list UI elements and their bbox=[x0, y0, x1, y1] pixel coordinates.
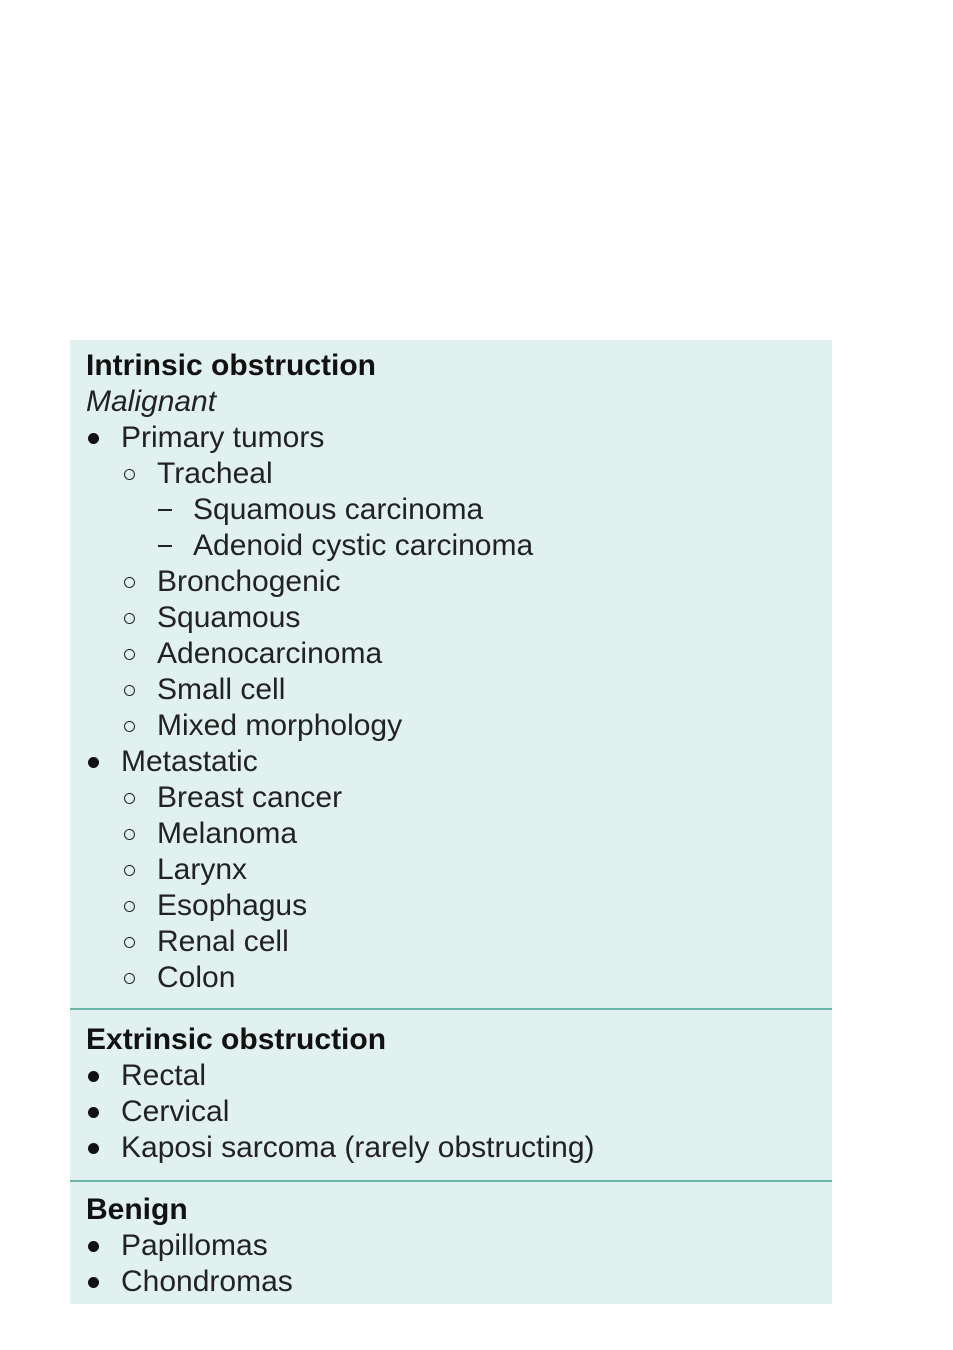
list-item-label: Metastatic bbox=[121, 745, 258, 778]
list-item bbox=[120, 708, 402, 744]
circle-bullet-icon bbox=[120, 708, 157, 744]
list-item bbox=[120, 960, 235, 996]
list-item bbox=[84, 1228, 268, 1264]
bullet-icon bbox=[84, 1094, 121, 1130]
list-item-label: Primary tumors bbox=[121, 421, 325, 454]
list-item-label: Tracheal bbox=[157, 457, 273, 490]
circle-bullet-icon bbox=[120, 960, 157, 996]
list-item bbox=[120, 672, 285, 708]
circle-bullet-icon bbox=[120, 600, 157, 636]
list-item bbox=[156, 492, 483, 528]
section-intrinsic-obstruction bbox=[70, 340, 832, 1008]
list-item-label: Small cell bbox=[157, 673, 286, 706]
bullet-icon bbox=[84, 420, 121, 456]
section-subheading: Malignant bbox=[86, 385, 217, 418]
bullet-icon bbox=[84, 1058, 121, 1094]
list-item bbox=[84, 1264, 293, 1300]
circle-bullet-icon bbox=[120, 816, 157, 852]
dash-bullet-icon bbox=[156, 492, 193, 528]
bullet-icon bbox=[84, 1130, 121, 1166]
section-benign bbox=[70, 1180, 832, 1304]
list-item-label: Squamous carcinoma bbox=[193, 493, 484, 526]
bullet-icon bbox=[84, 1228, 121, 1264]
list-item bbox=[120, 816, 297, 852]
list-item bbox=[120, 780, 342, 816]
list-item-label: Adenoid cystic carcinoma bbox=[193, 529, 534, 562]
list-item-label: Colon bbox=[157, 961, 236, 994]
list-item-label: Melanoma bbox=[157, 817, 298, 850]
circle-bullet-icon bbox=[120, 924, 157, 960]
section-extrinsic-obstruction bbox=[70, 1008, 832, 1182]
list-item-label: Chondromas bbox=[121, 1265, 293, 1298]
section-heading: Extrinsic obstruction bbox=[86, 1023, 387, 1056]
list-item bbox=[84, 1094, 229, 1130]
list-item-label: Mixed morphology bbox=[157, 709, 403, 742]
list-item bbox=[84, 1058, 206, 1094]
list-item-label: Adenocarcinoma bbox=[157, 637, 383, 670]
list-item bbox=[120, 924, 289, 960]
list-item bbox=[120, 636, 382, 672]
list-item-label: Breast cancer bbox=[157, 781, 343, 814]
list-item bbox=[84, 420, 324, 456]
list-item bbox=[120, 888, 307, 924]
bullet-icon bbox=[84, 744, 121, 780]
dash-bullet-icon bbox=[156, 528, 193, 564]
circle-bullet-icon bbox=[120, 780, 157, 816]
circle-bullet-icon bbox=[120, 672, 157, 708]
circle-bullet-icon bbox=[120, 636, 157, 672]
circle-bullet-icon bbox=[120, 456, 157, 492]
list-item-label: Squamous bbox=[157, 601, 301, 634]
list-item bbox=[84, 744, 258, 780]
circle-bullet-icon bbox=[120, 852, 157, 888]
list-item bbox=[120, 564, 340, 600]
list-item bbox=[120, 456, 273, 492]
list-item-label: Renal cell bbox=[157, 925, 289, 958]
list-item-label: Cervical bbox=[121, 1095, 230, 1128]
list-item-label: Rectal bbox=[121, 1059, 207, 1092]
list-item-label: Papillomas bbox=[121, 1229, 268, 1262]
section-heading: Intrinsic obstruction bbox=[86, 349, 377, 382]
list-item bbox=[156, 528, 533, 564]
circle-bullet-icon bbox=[120, 564, 157, 600]
section-heading: Benign bbox=[86, 1193, 188, 1226]
list-item bbox=[120, 600, 300, 636]
list-item-label: Larynx bbox=[157, 853, 248, 886]
circle-bullet-icon bbox=[120, 888, 157, 924]
bullet-icon bbox=[84, 1264, 121, 1300]
obstruction-causes-table bbox=[70, 340, 832, 1304]
list-item bbox=[84, 1130, 595, 1166]
list-item-label: Kaposi sarcoma (rarely obstructing) bbox=[121, 1131, 595, 1164]
list-item-label: Esophagus bbox=[157, 889, 308, 922]
list-item bbox=[120, 852, 247, 888]
list-item-label: Bronchogenic bbox=[157, 565, 341, 598]
